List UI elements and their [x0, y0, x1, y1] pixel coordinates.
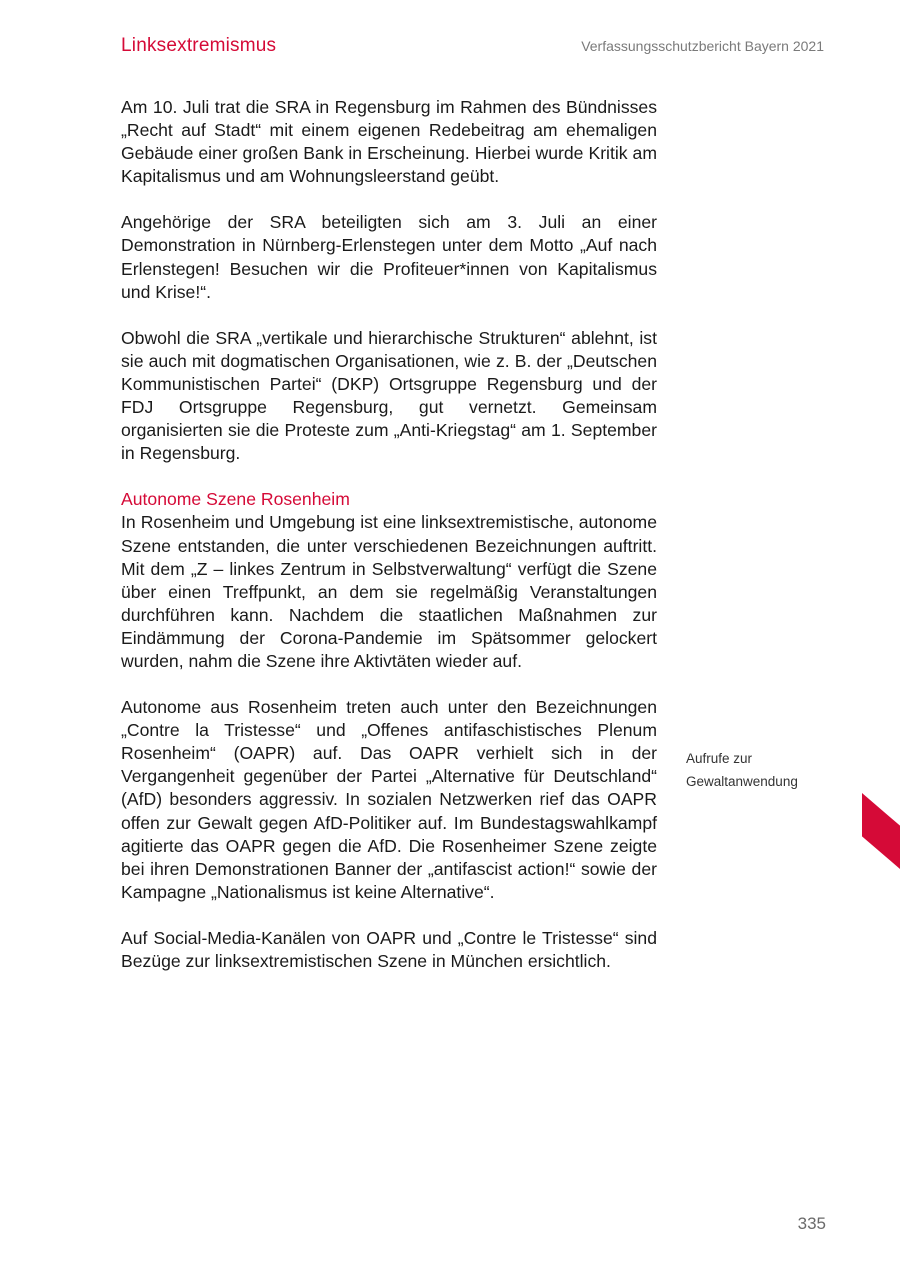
- paragraph: Am 10. Juli trat die SRA in Regensburg im Rahmen des Bündnisses „Recht auf Stadt“ mit einem eigenen Redebeitrag am ehemaligen Gebäude einer großen Bank in Erscheinung. Hierbei wurde Kritik am Kapitalismus und am Wohnungsleerstand geübt.: [121, 97, 657, 187]
- margin-note: [686, 748, 836, 793]
- subsection-heading: Autonome Szene Rosenheim: [121, 489, 350, 510]
- chapter-tab-marker: [862, 793, 900, 869]
- paragraph: Autonome aus Rosenheim treten auch unter den Bezeichnungen „Contre la Tristesse“ und „Offenes antifaschistisches Plenum Rosenheim“ (OAPR) auf. Das OAPR verhielt sich in der Vergangenheit gegenüber der Partei „Alternative für Deutschland“ (AfD) besonders aggressiv. In sozialen Netzwerken rief das OAPR offen zur Gewalt gegen AfD-Politiker auf. Im Bundestagswahlkampf agitierte das OAPR gegen die AfD. Die Rosenheimer Szene zeigte bei ihren Demonstrationen Banner der „antifascist action!“ sowie der Kampagne „Nationalismus ist keine Alternative“.: [121, 697, 657, 902]
- body-text: [121, 96, 657, 996]
- paragraph: In Rosenheim und Umgebung ist eine linksextremistische, autonome Szene entstanden, die unter verschiedenen Bezeichnungen auftritt. Mit dem „Z – linkes Zentrum in Selbstverwaltung“ verfügt die Szene über einen Treffpunkt, an dem sie regelmäßig Veranstaltungen durchführen kann. Nachdem die staatlichen Maßnahmen zur Eindämmung der Corona-Pandemie im Spätsommer gelockert wurden, nahm die Szene ihre Aktivtäten wieder auf.: [121, 512, 657, 671]
- section-title: Linksextremismus: [121, 35, 277, 56]
- margin-note-line: Aufrufe zur: [686, 751, 753, 766]
- paragraph: Angehörige der SRA beteiligten sich am 3. Juli an einer Demonstration in Nürnberg-Erlenstegen unter dem Motto „Auf nach Erlenstegen! Besuchen wir die Profiteuer*innen von Kapitalismus und Krise!“.: [121, 212, 657, 302]
- paragraph: Auf Social-Media-Kanälen von OAPR und „Contre le Tristesse“ sind Bezüge zur linksextremistischen Szene in München ersichtlich.: [121, 927, 657, 971]
- margin-note-line: Gewaltanwendung: [686, 773, 798, 789]
- paragraph: Obwohl die SRA „vertikale und hierarchische Strukturen“ ablehnt, ist sie auch mit dogmatischen Organisationen, wie z. B. der „Deutschen Kommunistischen Partei“ (DKP) Ortsgruppe Regensburg und der FDJ Ortsgruppe Regensburg, gut vernetzt. Gemeinsam organisierten sie die Proteste zum „Anti-Kriegstag“ am 1. September in Regensburg.: [121, 327, 657, 464]
- report-title: Verfassungsschutzbericht Bayern 2021: [581, 38, 824, 54]
- page-number: 335: [797, 1214, 826, 1233]
